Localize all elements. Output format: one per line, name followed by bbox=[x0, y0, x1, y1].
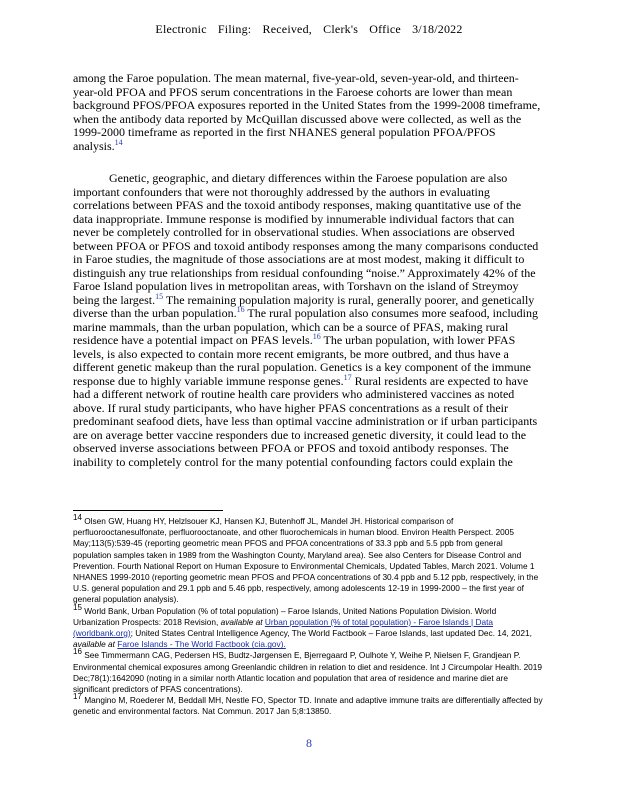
available-at-label: available at bbox=[220, 616, 263, 627]
footnote-17 bbox=[73, 692, 543, 717]
page-number: 8 bbox=[306, 736, 312, 750]
footnote-number: 16 bbox=[73, 647, 82, 657]
footnote-16 bbox=[73, 647, 543, 695]
footnote-text: Olsen GW, Huang HY, Helzlsouer KJ, Hansen KJ, Butenhoff JL, Mandel JH. Historical comparison of perfluorooctanesulfonate, perfluorooctanoate, and other fluorochemicals in human blood. Environ Health Perspect. 2005 May;113(5):539-45 (reporting geometric mean PFOS and PFOA concentrations of 33.3 ppb and 5.5 ppb from general population samples taken in 1989 from the Washington County, Maryland area). See also Centers for Disease Control and Prevention. Fourth National Report on Human Exposure to Environmental Chemicals, Updated Tables, March 2021. Volume 1 NHANES 1999-2010 (reporting geometric mean PFOS and PFOA concentrations of 30.4 ppb and 5.12 ppb, respectively, in the U.S. general population and 29.1 ppb and 5.46 ppb, respectively, among adolescents 12-19 in 1999-2000 – the first year of general population analysis). bbox=[73, 516, 539, 605]
footnote-15 bbox=[73, 602, 543, 651]
footnote-14 bbox=[73, 513, 543, 606]
footnote-text: ; United States Central Intelligence Agency, The World Factbook – Faroe Islands, last updated Dec. 14, 2021, bbox=[130, 628, 532, 639]
footnote-ref-17[interactable]: 17 bbox=[343, 372, 352, 382]
paragraph-text: The rural population also consumes more seafood, including marine mammals, than the urban population, which can be a source of PFAS, making rural residence have a potential impact on PFAS levels. bbox=[73, 306, 539, 347]
paragraph-text: The urban population, with lower PFAS levels, is also expected to contain more recent emigrants, be more outbred, and thus have a different genetic makeup than the rural population. Genetics is a key component of the immune response due to highly variable immune response genes. bbox=[73, 333, 531, 388]
body-paragraph-1 bbox=[73, 72, 543, 153]
footnote-divider bbox=[73, 510, 223, 511]
body-paragraph-2 bbox=[73, 172, 543, 469]
footnote-ref-16b[interactable]: 16 bbox=[312, 332, 321, 341]
filing-header: Electronic Filing: Received, Clerk's Office 3/18/2022 bbox=[155, 22, 463, 36]
worldbank-link[interactable]: Urban population (% of total population) - Faroe Islands | Data (worldbank.org) bbox=[73, 616, 494, 639]
paragraph-text: among the Faroe population. The mean maternal, five-year-old, seven-year-old, and thirteen-year-old PFOA and PFOS serum concentrations in the Faroese cohorts are lower than mean background PFOS/PFOA exposures reported in the United States from the 1999-2008 timeframe, when the antibody data reported by McQuillan discussed above were collected, as well as the 1999-2000 timeframe as reported in the first NHANES general population PFOA/PFOS analysis. bbox=[73, 71, 541, 153]
footnote-text: World Bank, Urban Population (% of total population) – Faroe Islands, United Nations Population Division. World Urbanization Prospects: 2018 Revision, bbox=[73, 605, 497, 627]
footnote-text: See Timmermann CAG, Pedersen HS, Budtz-Jørgensen E, Bjerregaard P, Oulhote Y, Weihe P, Nielsen F, Grandjean P. Environmental chemical exposures among Greenlandic children in relation to diet and residence. Int J Circumpolar Health. 2019 Dec;78(1):1642090 (noting in a similar north Atlantic location and population that area of residence and marine diet are significant predictors of PFAS concentrations). bbox=[73, 650, 543, 695]
footnote-ref-15[interactable]: 15 bbox=[155, 291, 164, 301]
paragraph-text: The remaining population majority is rural, generally poorer, and genetically diverse than the urban population. bbox=[73, 292, 535, 320]
footnote-number: 15 bbox=[73, 602, 82, 612]
footnote-number: 14 bbox=[73, 513, 82, 523]
available-at-label: available at bbox=[73, 639, 115, 650]
footnotes bbox=[73, 513, 543, 718]
cia-factbook-link[interactable]: Faroe Islands - The World Factbook (cia.gov). bbox=[117, 639, 286, 650]
footnote-number: 17 bbox=[73, 692, 82, 702]
footnote-ref-16[interactable]: 16 bbox=[236, 305, 245, 314]
paragraph-text: Rural residents are expected to have had a different network of routine health care providers who administered vaccines as noted above. If rural study participants, who have higher PFAS concentrations as a result of their predominant seafood diets, have less than optimal vaccine administration or if urban participants are on average better vaccine responders due to increased genetic diversity, it could lead to the observed inverse associations between PFOA or PFOS and toxoid antibody responses. The inability to completely control for the many potential confounding factors could explain the bbox=[73, 373, 538, 469]
paragraph-text: Genetic, geographic, and dietary differences within the Faroese population are also important confounders that were not thoroughly addressed by the authors in evaluating correlations between PFAS and the toxoid antibody responses, making quantitative use of the data inappropriate. Immune response is modified by innumerable individual factors that can never be completely controlled for in observational studies. When associations are observed between PFOA or PFOS and toxoid antibody responses among the many comparisons conducted in Faroe studies, the magnitude of those associations are at most modest, making it difficult to distinguish any true relationships from residual confounding “noise.” Approximately 42% of the Faroe Island population lives in metropolitan areas, with Torshavn on the island of Streymoy being the largest. bbox=[73, 171, 539, 307]
footnote-text: Mangino M, Roederer M, Beddall MH, Nestle FO, Spector TD. Innate and adaptive immune traits are differentially affected by genetic and environmental factors. Nat Commun. 2017 Jan 5;8:13850. bbox=[73, 695, 543, 717]
footnote-ref-14[interactable]: 14 bbox=[114, 137, 123, 147]
